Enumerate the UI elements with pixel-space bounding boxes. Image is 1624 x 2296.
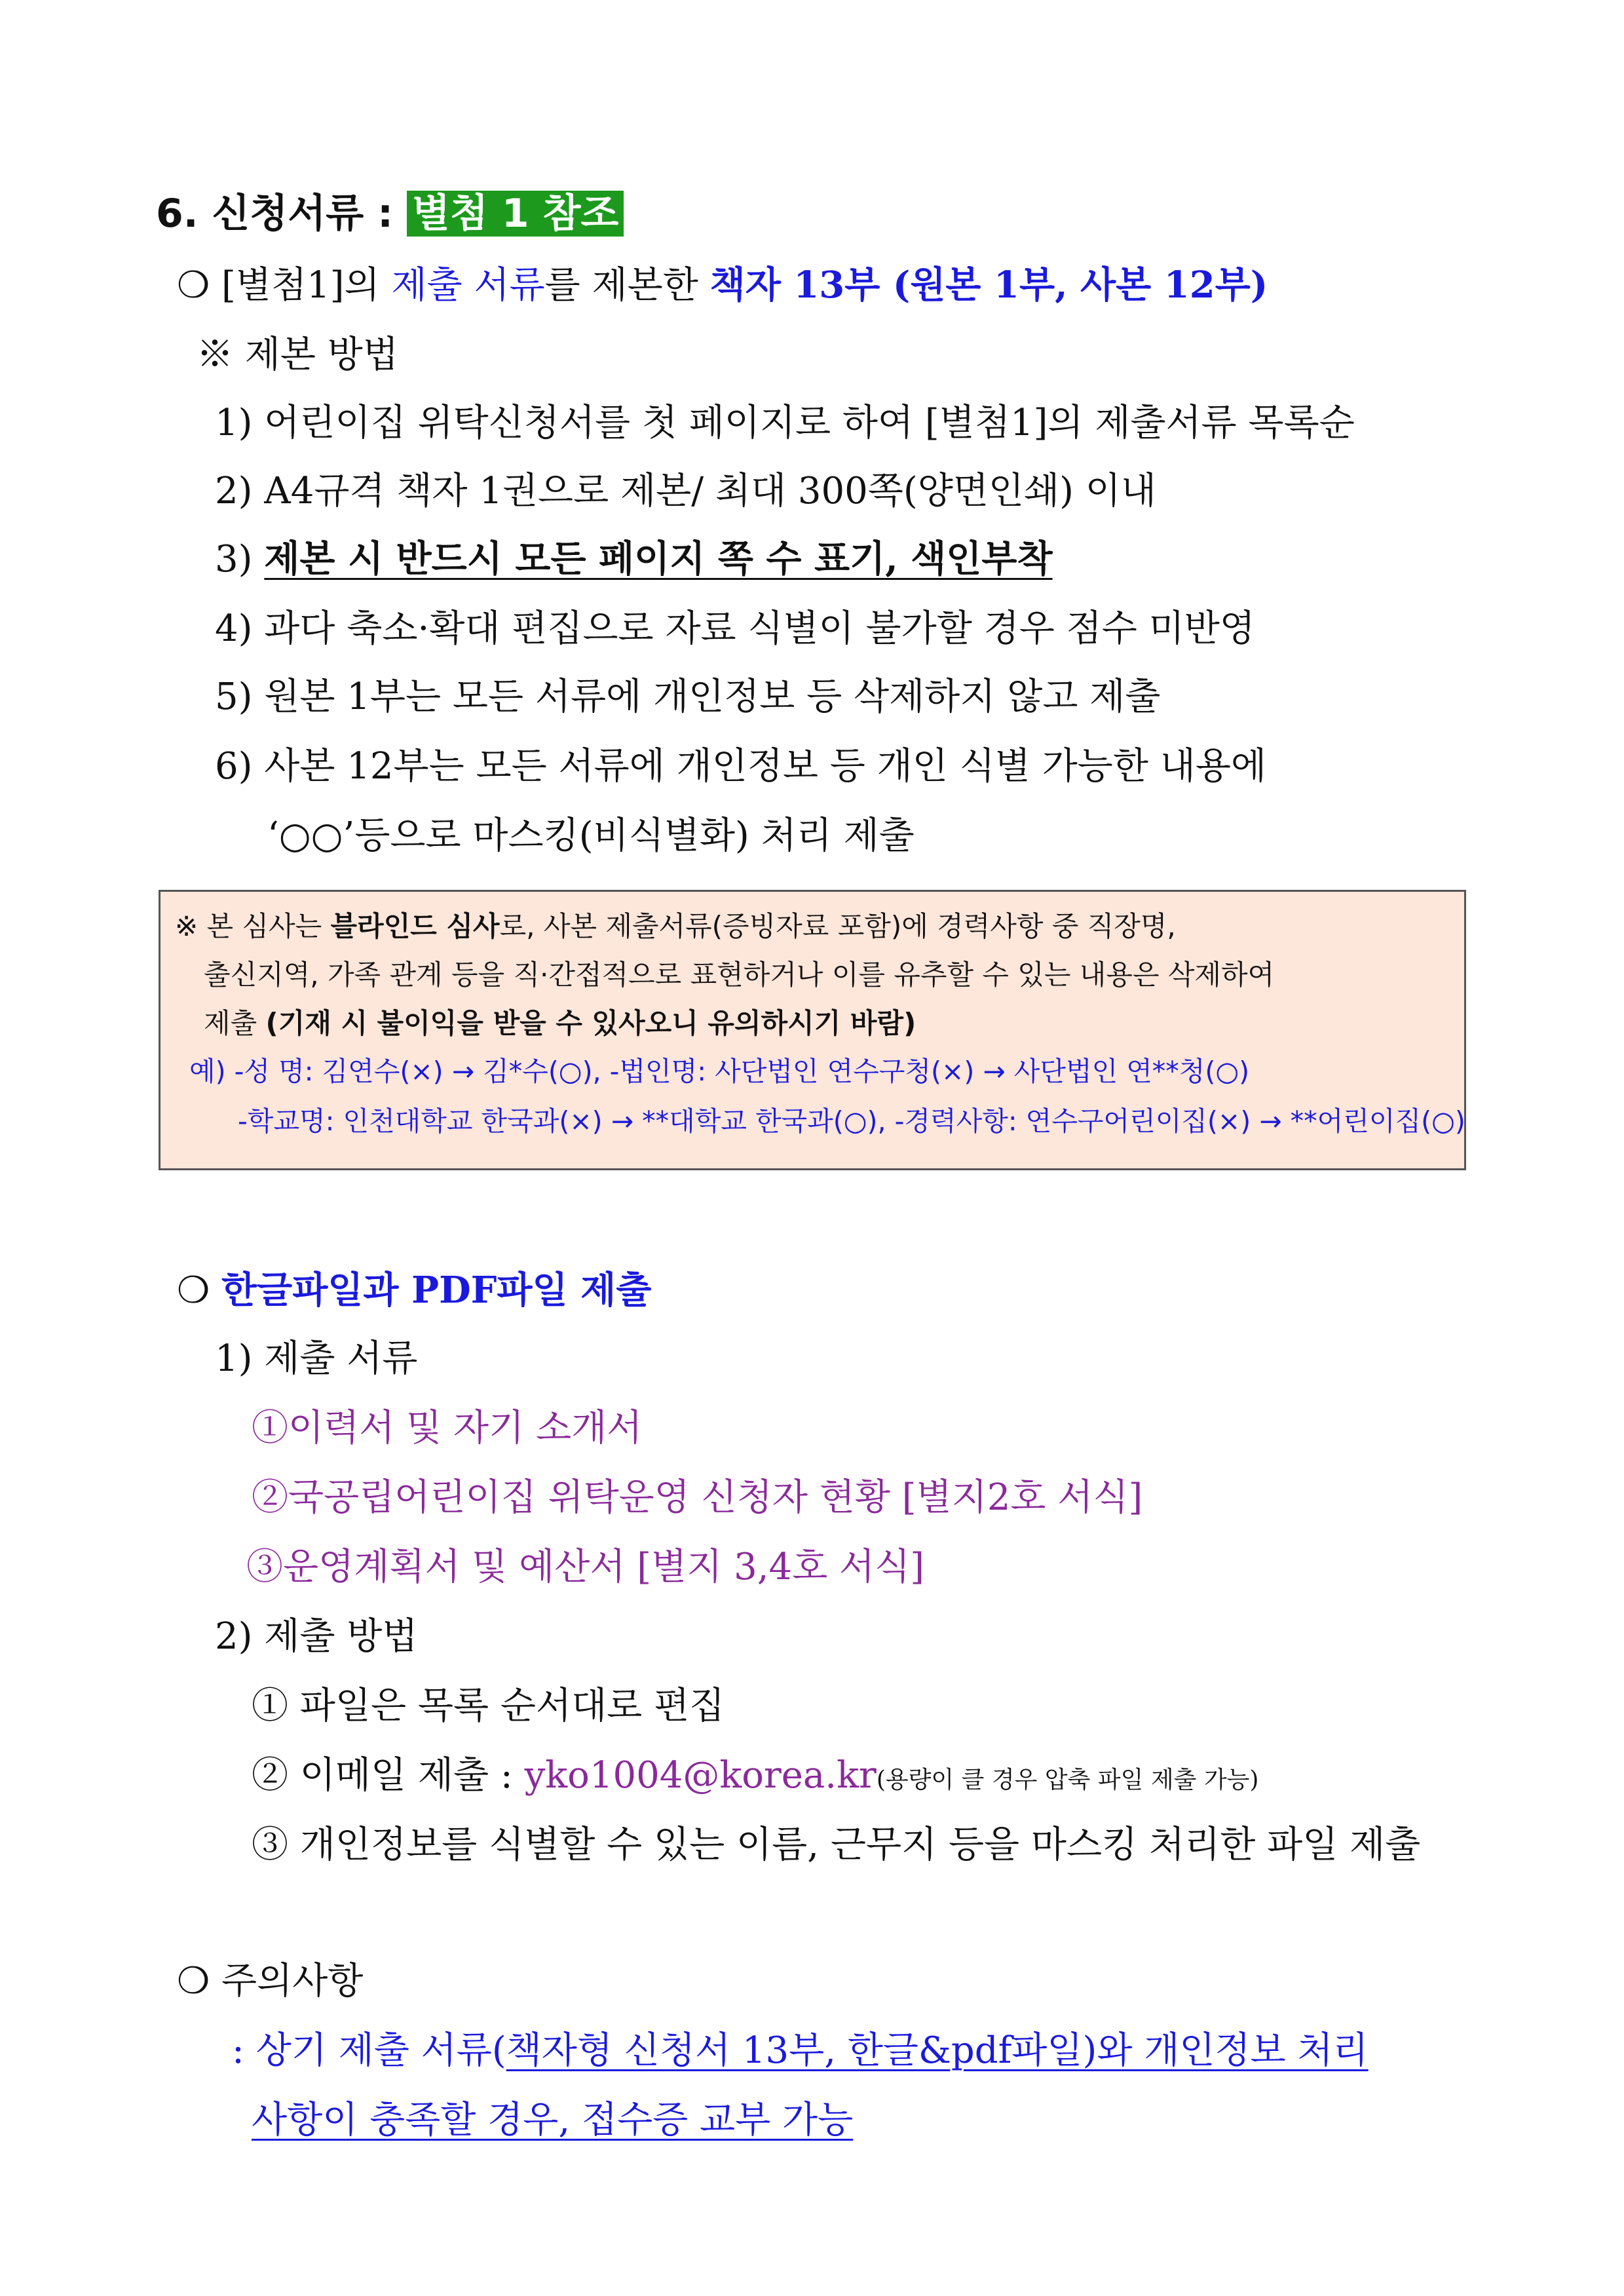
attachment-badge: 별첨 1 참조 [407,191,624,237]
doc-item-3: ③운영계획서 및 예산서 [별지 3,4호 서식] [246,1546,925,1588]
email-link[interactable]: yko1004@korea.kr [524,1754,877,1797]
blind-review-notice [159,890,1466,1170]
binding-item-3-emphasis: 제본 시 반드시 모든 페이지 쪽 수 표기, 색인부착 [264,537,1053,581]
notice-line-2: 출신지역, 가족 관계 등을 직·간접적으로 표현하거나 이를 유추할 수 있는 내용은 삭제하여 [204,959,1275,991]
caution-line-1: : 상기 제출 서류(책자형 신청서 13부, 한글&pdf파일)와 개인정보 처리 [232,2029,1369,2072]
doc-item-2: ②국공립어린이집 위탁운영 신청자 현황 [별지2호 서식] [252,1476,1143,1519]
method-header: 2) 제출 방법 [215,1615,418,1658]
notice-example-2: -학교명: 인천대학교 한국과(×) → **대학교 한국과(○), -경력사항: 연수구어린이집(×) → **어린이집(○) [238,1105,1465,1137]
caution-title: ❍ 주의사항 [177,1960,364,2002]
binding-header: ※ 제본 방법 [197,334,398,376]
doc-item-1: ①이력서 및 자기 소개서 [252,1407,643,1449]
notice-line-1: ※ 본 심사는 블라인드 심사로, 사본 제출서류(증빙자료 포함)에 경력사항 중 직장명, [175,910,1176,942]
binding-item-3: 3) 제본 시 반드시 모든 페이지 쪽 수 표기, 색인부착 [215,537,1053,581]
method-item-2: ② 이메일 제출 : yko1004@korea.kr(용량이 클 경우 압축 파일 제출 가능) [252,1754,1259,1797]
binding-item-4: 4) 과다 축소·확대 편집으로 자료 식별이 불가할 경우 점수 미반영 [215,607,1255,650]
binding-item-6: 6) 사본 12부는 모든 서류에 개인정보 등 개인 식별 가능한 내용에 [215,745,1267,788]
docs-header: 1) 제출 서류 [215,1337,418,1380]
notice-example-1: 예) -성 명: 김연수(×) → 김*수(○), -법인명: 사단법인 연수구청(×) → 사단법인 연**청(○) [189,1056,1250,1087]
files-title: ❍ 한글파일과 PDF파일 제출 [177,1269,652,1312]
bullet-icon: ❍ [177,1960,210,2002]
intro-line: ❍ [별첨1]의 제출 서류를 제본한 책자 13부 (원본 1부, 사본 12부) [177,263,1268,307]
bullet-icon: ❍ [177,1269,210,1312]
binding-item-6-cont: ‘○○’등으로 마스킹(비식별화) 처리 제출 [267,814,915,857]
notice-line-3: 제출 (기재 시 불이익을 받을 수 있사오니 유의하시기 바람) [204,1007,916,1039]
section-title-text: 6. 신청서류 : [156,191,407,237]
section-title [156,190,624,237]
caution-line-2: 사항이 충족할 경우, 접수증 교부 가능 [252,2099,854,2141]
binding-item-2: 2) A4규격 책자 1권으로 제본/ 최대 300쪽(양면인쇄) 이내 [215,470,1156,512]
method-item-3: ③ 개인정보를 식별할 수 있는 이름, 근무지 등을 마스킹 처리한 파일 제출 [252,1824,1421,1866]
bullet-icon: ❍ [177,264,210,307]
binding-item-5: 5) 원본 1부는 모든 서류에 개인정보 등 삭제하지 않고 제출 [215,676,1161,718]
method-item-1: ① 파일은 목록 순서대로 편집 [252,1685,725,1727]
binding-item-1: 1) 어린이집 위탁신청서를 첫 페이지로 하여 [별첨1]의 제출서류 목록순 [215,402,1355,444]
